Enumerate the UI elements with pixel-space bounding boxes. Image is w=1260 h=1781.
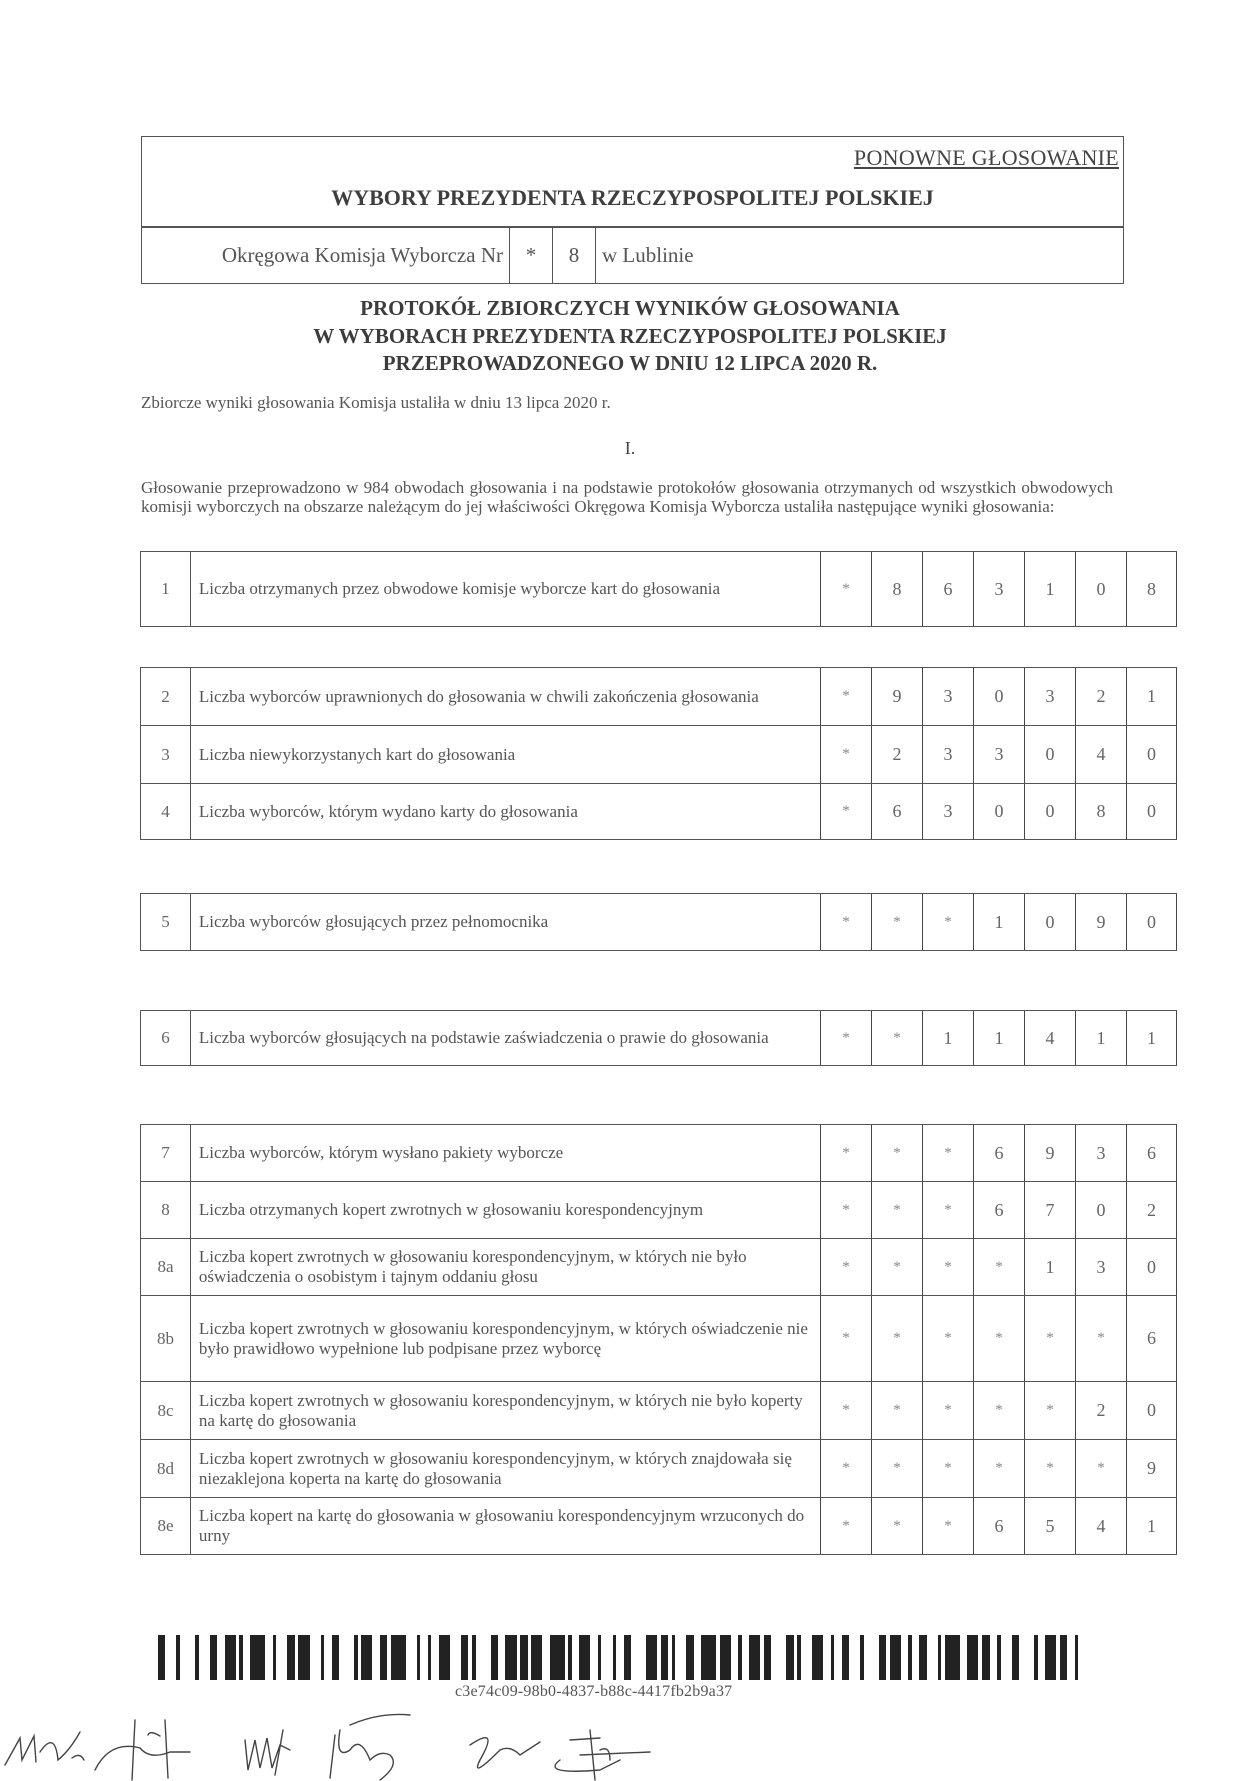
digit-cell: * bbox=[922, 1440, 973, 1497]
digit-cell: 2 bbox=[871, 726, 922, 783]
digit-cell: 4 bbox=[1075, 1498, 1126, 1554]
digit-cell: 0 bbox=[1075, 1182, 1126, 1238]
digit-cell: 7 bbox=[1024, 1182, 1075, 1238]
signature-3-icon bbox=[245, 1730, 290, 1775]
digit-cell: * bbox=[922, 1125, 973, 1181]
digit-cell: * bbox=[820, 668, 871, 725]
digit-cell: 6 bbox=[871, 784, 922, 839]
protocol-title-line-3: PRZEPROWADZONEGO W DNIU 12 LIPCA 2020 R. bbox=[382, 351, 878, 375]
row-label: Liczba wyborców uprawnionych do głosowania w chwili zakończenia głosowania bbox=[198, 686, 759, 706]
row-label: Liczba kopert zwrotnych w głosowaniu korespondencyjnym, w których znajdowała się niezaklejona koperta na kartę do głosowania bbox=[198, 1448, 792, 1488]
digit-cell: * bbox=[820, 1296, 871, 1381]
row-value-cells bbox=[820, 1182, 1177, 1238]
table-row bbox=[140, 783, 1177, 840]
digit-cell: 1 bbox=[1075, 1011, 1126, 1065]
digit-cell: 2 bbox=[1075, 1382, 1126, 1439]
digit-cell: 9 bbox=[1126, 1440, 1177, 1497]
digit-cell: * bbox=[820, 894, 871, 950]
signature-2-icon bbox=[95, 1720, 190, 1780]
digit-cell: 3 bbox=[922, 784, 973, 839]
row-number: 3 bbox=[140, 726, 191, 783]
barcode bbox=[158, 1635, 1091, 1680]
digit-cell: 0 bbox=[1126, 726, 1177, 783]
row-label: Liczba otrzymanych kopert zwrotnych w głosowaniu korespondencyjnym bbox=[198, 1200, 704, 1219]
row-label: Liczba kopert zwrotnych w głosowaniu korespondencyjnym, w których nie było oświadczenia o osobistym i tajnym oddaniu głosu bbox=[198, 1247, 747, 1286]
row-label: Liczba niewykorzystanych kart do głosowania bbox=[198, 744, 516, 764]
digit-cell: * bbox=[820, 1440, 871, 1497]
row-number: 8 bbox=[140, 1182, 191, 1238]
digit-cell: * bbox=[820, 1498, 871, 1554]
digit-cell: 9 bbox=[1075, 894, 1126, 950]
digit-cell: 0 bbox=[973, 668, 1024, 725]
digit-cell: * bbox=[871, 1125, 922, 1181]
digit-cell: 5 bbox=[1024, 1498, 1075, 1554]
table-row bbox=[140, 551, 1177, 627]
row-value-cells bbox=[820, 1440, 1177, 1497]
row-number: 5 bbox=[140, 894, 191, 950]
digit-cell: * bbox=[922, 1498, 973, 1554]
digit-cell: * bbox=[1024, 1440, 1075, 1497]
digit-cell: * bbox=[973, 1239, 1024, 1295]
digit-cell: 0 bbox=[1024, 726, 1075, 783]
digit-cell: * bbox=[922, 894, 973, 950]
row-number: 8c bbox=[140, 1382, 191, 1439]
digit-cell: * bbox=[871, 1440, 922, 1497]
digit-cell: * bbox=[922, 1296, 973, 1381]
barcode-id-text: c3e74c09-98b0-4837-b88c-4417fb2b9a37 bbox=[455, 1683, 733, 1700]
digit-cell: 3 bbox=[973, 726, 1024, 783]
digit-cell: 2 bbox=[1075, 668, 1126, 725]
signature-6-icon bbox=[555, 1730, 650, 1780]
digit-cell: 6 bbox=[1126, 1296, 1177, 1381]
digit-cell: 3 bbox=[1075, 1125, 1126, 1181]
table-row bbox=[140, 1010, 1177, 1066]
row-value-cells bbox=[820, 668, 1177, 725]
digit-cell: * bbox=[820, 552, 871, 626]
table-row bbox=[140, 1497, 1177, 1555]
digit-cell: * bbox=[820, 1182, 871, 1238]
digit-cell: * bbox=[1024, 1296, 1075, 1381]
digit-cell: 6 bbox=[922, 552, 973, 626]
commission-row bbox=[142, 228, 1123, 283]
digit-cell: 6 bbox=[973, 1498, 1024, 1554]
signatures bbox=[0, 1690, 760, 1781]
table-row bbox=[140, 1439, 1177, 1497]
digit-cell: * bbox=[922, 1239, 973, 1295]
digit-cell: 0 bbox=[1024, 894, 1075, 950]
digit-cell: 3 bbox=[1075, 1239, 1126, 1295]
digit-cell: 0 bbox=[1126, 784, 1177, 839]
protocol-title-line-1: PROTOKÓŁ ZBIORCZYCH WYNIKÓW GŁOSOWANIA bbox=[360, 296, 900, 320]
digit-cell: * bbox=[1075, 1440, 1126, 1497]
digit-cell: * bbox=[820, 1011, 871, 1065]
protocol-title-line-2: W WYBORACH PREZYDENTA RZECZYPOSPOLITEJ POLSKIEJ bbox=[313, 324, 947, 348]
row-number: 8e bbox=[140, 1498, 191, 1554]
commission-number: 8 bbox=[553, 228, 596, 283]
row-value-cells bbox=[820, 726, 1177, 783]
signature-1-icon bbox=[5, 1732, 84, 1765]
digit-cell: 1 bbox=[973, 1011, 1024, 1065]
digit-cell: * bbox=[820, 1382, 871, 1439]
digit-cell: 1 bbox=[1024, 1239, 1075, 1295]
row-number: 1 bbox=[140, 552, 191, 626]
row-label: Liczba wyborców, którym wysłano pakiety wyborcze bbox=[198, 1143, 564, 1162]
commission-star: * bbox=[510, 228, 553, 283]
digit-cell: * bbox=[1024, 1382, 1075, 1439]
digit-cell: 6 bbox=[973, 1125, 1024, 1181]
election-title: WYBORY PREZYDENTA RZECZYPOSPOLITEJ POLSKIEJ bbox=[331, 185, 934, 210]
digit-cell: 8 bbox=[1126, 552, 1177, 626]
digit-cell: 1 bbox=[1126, 1498, 1177, 1554]
row-number: 2 bbox=[140, 668, 191, 725]
digit-cell: 3 bbox=[922, 668, 973, 725]
commission-label: Okręgowa Komisja Wyborcza Nr bbox=[142, 228, 510, 283]
digit-cell: 0 bbox=[1126, 894, 1177, 950]
digit-cell: 8 bbox=[1075, 784, 1126, 839]
digit-cell: 9 bbox=[871, 668, 922, 725]
digit-cell: * bbox=[922, 1382, 973, 1439]
table-row bbox=[140, 667, 1177, 725]
digit-cell: * bbox=[1075, 1296, 1126, 1381]
table-row bbox=[140, 893, 1177, 951]
commission-place: w Lublinie bbox=[602, 243, 694, 267]
digit-cell: 0 bbox=[1024, 784, 1075, 839]
table-row bbox=[140, 1124, 1177, 1181]
digit-cell: * bbox=[871, 1011, 922, 1065]
digit-cell: 0 bbox=[973, 784, 1024, 839]
row-value-cells bbox=[820, 784, 1177, 839]
row-label: Liczba wyborców głosujących przez pełnomocnika bbox=[198, 912, 549, 931]
row-label: Liczba kopert zwrotnych w głosowaniu korespondencyjnym, w których nie było koperty na kartę do głosowania bbox=[198, 1390, 803, 1430]
digit-cell: * bbox=[820, 1125, 871, 1181]
row-number: 8d bbox=[140, 1440, 191, 1497]
row-number: 4 bbox=[140, 784, 191, 839]
digit-cell: 0 bbox=[1126, 1239, 1177, 1295]
row-number: 7 bbox=[140, 1125, 191, 1181]
section-number: I. bbox=[624, 438, 636, 458]
digit-cell: * bbox=[871, 1498, 922, 1554]
rerun-label: PONOWNE GŁOSOWANIE bbox=[853, 145, 1119, 170]
digit-cell: 0 bbox=[1075, 552, 1126, 626]
intro-paragraph: Głosowanie przeprowadzono w 984 obwodach głosowania i na podstawie protokołów głosowania otrzymanych od wszystkich obwodowych komisji wyborczych na obszarze należącym do jej właściwości Okręgowa Komisja Wyborcza ustaliła następujące wyniki głosowania: bbox=[141, 478, 1113, 516]
digit-cell: 4 bbox=[1075, 726, 1126, 783]
row-number: 8b bbox=[140, 1296, 191, 1381]
digit-cell: * bbox=[871, 894, 922, 950]
digit-cell: 0 bbox=[1126, 1382, 1177, 1439]
row-label: Liczba wyborców, którym wydano karty do głosowania bbox=[198, 801, 578, 821]
digit-cell: 3 bbox=[1024, 668, 1075, 725]
digit-cell: * bbox=[871, 1239, 922, 1295]
digit-cell: 1 bbox=[1126, 1011, 1177, 1065]
digit-cell: * bbox=[871, 1182, 922, 1238]
row-label: Liczba wyborców głosujących na podstawie zaświadczenia o prawie do głosowania bbox=[198, 1028, 769, 1047]
digit-cell: 8 bbox=[871, 552, 922, 626]
table-row bbox=[140, 1381, 1177, 1439]
digit-cell: * bbox=[973, 1382, 1024, 1439]
digit-cell: * bbox=[973, 1440, 1024, 1497]
digit-cell: 1 bbox=[922, 1011, 973, 1065]
row-value-cells bbox=[820, 552, 1177, 626]
table-row bbox=[140, 1181, 1177, 1238]
row-value-cells bbox=[820, 1382, 1177, 1439]
digit-cell: 3 bbox=[922, 726, 973, 783]
digit-cell: * bbox=[820, 784, 871, 839]
digit-cell: 1 bbox=[1126, 668, 1177, 725]
table-row bbox=[140, 725, 1177, 783]
row-label: Liczba otrzymanych przez obwodowe komisje wyborcze kart do głosowania bbox=[198, 579, 721, 598]
row-value-cells bbox=[820, 1239, 1177, 1295]
signature-4-icon bbox=[330, 1714, 410, 1780]
digit-cell: * bbox=[871, 1382, 922, 1439]
table-row bbox=[140, 1238, 1177, 1295]
row-value-cells bbox=[820, 894, 1177, 950]
digit-cell: 4 bbox=[1024, 1011, 1075, 1065]
row-value-cells bbox=[820, 1125, 1177, 1181]
digit-cell: 9 bbox=[1024, 1125, 1075, 1181]
signature-5-icon bbox=[470, 1738, 540, 1768]
digit-cell: 1 bbox=[1024, 552, 1075, 626]
row-value-cells bbox=[820, 1296, 1177, 1381]
digit-cell: * bbox=[973, 1296, 1024, 1381]
digit-cell: 6 bbox=[973, 1182, 1024, 1238]
established-date-note: Zbiorcze wyniki głosowania Komisja ustaliła w dniu 13 lipca 2020 r. bbox=[141, 393, 611, 412]
header-box bbox=[141, 136, 1124, 284]
digit-cell: 1 bbox=[973, 894, 1024, 950]
row-number: 6 bbox=[140, 1011, 191, 1065]
row-label: Liczba kopert na kartę do głosowania w głosowaniu korespondencyjnym wrzuconych do urny bbox=[198, 1506, 805, 1545]
row-label: Liczba kopert zwrotnych w głosowaniu korespondencyjnym, w których oświadczenie nie było prawidłowo wypełnione lub podpisane przez wyborcę bbox=[198, 1318, 808, 1358]
digit-cell: * bbox=[820, 726, 871, 783]
digit-cell: 2 bbox=[1126, 1182, 1177, 1238]
digit-cell: 3 bbox=[973, 552, 1024, 626]
digit-cell: * bbox=[871, 1296, 922, 1381]
digit-cell: * bbox=[820, 1239, 871, 1295]
row-value-cells bbox=[820, 1498, 1177, 1554]
row-number: 8a bbox=[140, 1239, 191, 1295]
digit-cell: * bbox=[922, 1182, 973, 1238]
row-value-cells bbox=[820, 1011, 1177, 1065]
table-row bbox=[140, 1295, 1177, 1381]
digit-cell: 6 bbox=[1126, 1125, 1177, 1181]
